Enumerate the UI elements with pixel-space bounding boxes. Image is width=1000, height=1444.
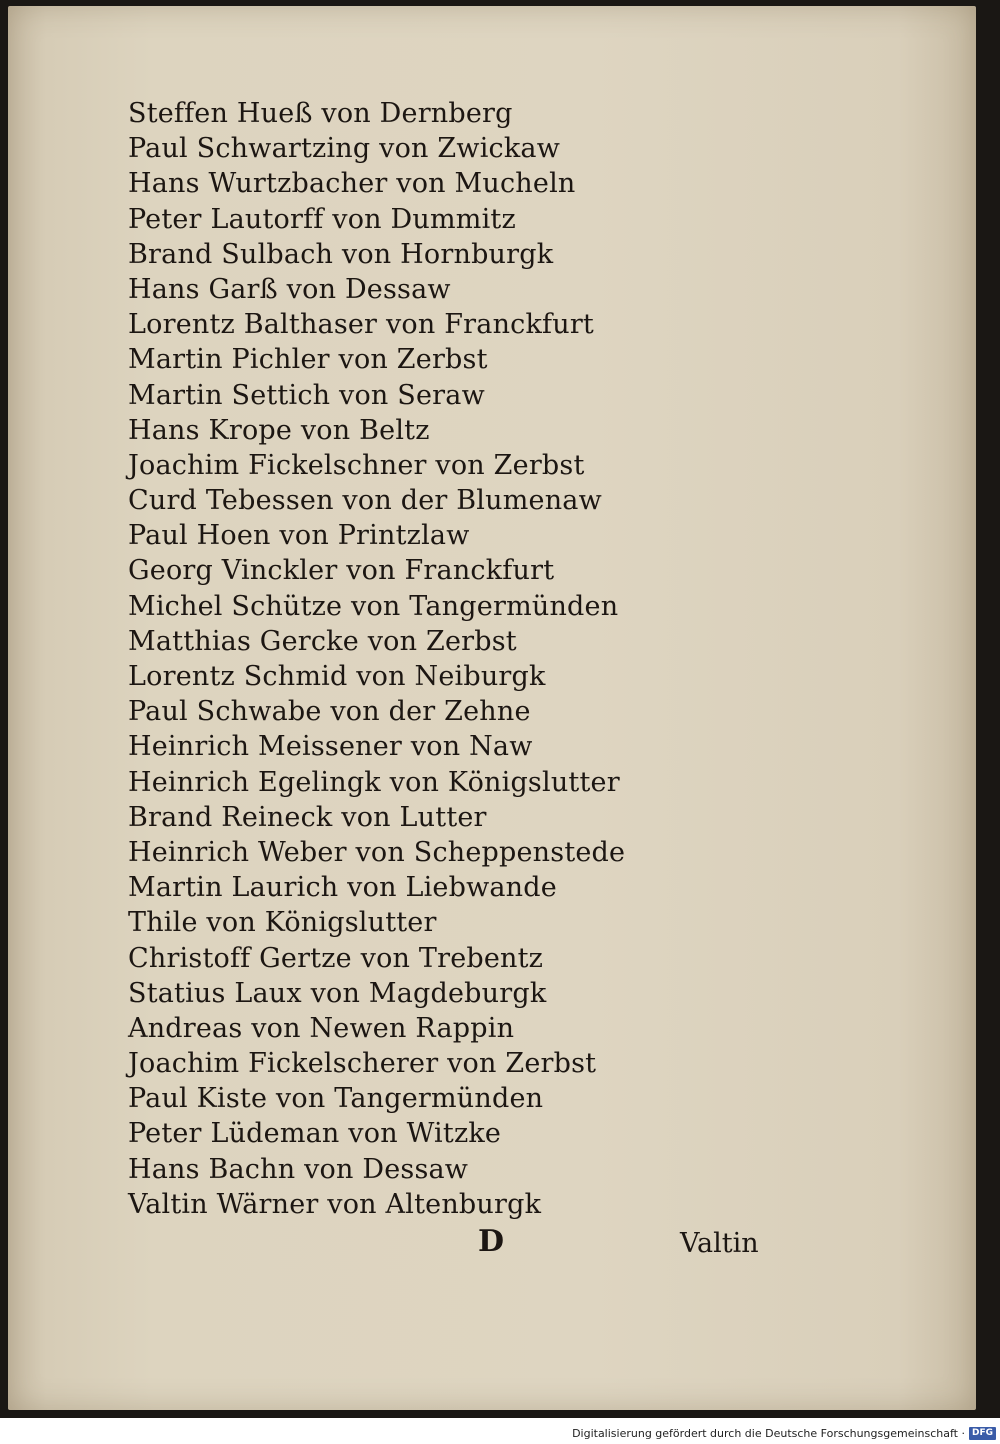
name-entry: Lorentz Schmid von Neiburgk bbox=[128, 661, 546, 692]
name-entry: Martin Laurich von Liebwande bbox=[128, 872, 557, 904]
name-entry: Matthias Gercke von Zerbst bbox=[128, 625, 517, 657]
footer-credit-text: Digitalisierung gefördert durch die Deutsche Forschungsgemeinschaft · bbox=[572, 1426, 965, 1440]
signature-mark: D bbox=[478, 1224, 505, 1259]
name-entry: Paul Schwabe von der Zehne bbox=[128, 696, 531, 728]
name-entry: Peter Lüdeman von Witzke bbox=[128, 1118, 502, 1150]
catchword: Valtin bbox=[680, 1228, 759, 1259]
name-list bbox=[128, 96, 625, 1222]
name-entry: Joachim Fickelscherer von Zerbst bbox=[128, 1048, 597, 1080]
name-entry: Christoff Gertze von Trebentz bbox=[128, 942, 544, 974]
name-entry: Martin Pichler von Zerbst bbox=[128, 344, 488, 376]
name-entry: Heinrich Meissener von Naw bbox=[128, 731, 533, 763]
name-entry: Hans Wurtzbacher von Mucheln bbox=[128, 168, 576, 200]
name-entry: Steffen Hueß von Dernberg bbox=[128, 98, 513, 129]
dfg-logo-icon[interactable]: DFG bbox=[969, 1427, 996, 1440]
name-entry: Hans Garß von Dessaw bbox=[128, 273, 451, 305]
name-entry: Curd Tebessen von der Blumenaw bbox=[128, 485, 602, 517]
name-entry: Thile von Königslutter bbox=[128, 907, 437, 939]
name-entry: Heinrich Weber von Scheppenstede bbox=[128, 836, 626, 868]
name-entry: Paul Kiste von Tangermünden bbox=[128, 1083, 544, 1115]
name-entry: Statius Laux von Magdeburgk bbox=[128, 977, 547, 1009]
name-entry: Brand Sulbach von Hornburgk bbox=[128, 238, 554, 270]
name-entry: Andreas von Newen Rappin bbox=[128, 1012, 515, 1044]
name-entry: Lorentz Balthaser von Franckfurt bbox=[128, 309, 594, 341]
name-entry: Brand Reineck von Lutter bbox=[128, 801, 487, 833]
name-entry: Georg Vinckler von Franckfurt bbox=[128, 555, 555, 587]
name-entry: Heinrich Egelingk von Königslutter bbox=[128, 766, 620, 798]
name-entry: Paul Hoen von Printzlaw bbox=[128, 520, 470, 552]
name-entry: Martin Settich von Seraw bbox=[128, 379, 485, 411]
name-entry: Valtin Wärner von Altenburgk bbox=[128, 1188, 542, 1220]
book-page bbox=[8, 6, 976, 1410]
digitization-footer bbox=[572, 1425, 996, 1441]
name-entry: Paul Schwartzing von Zwickaw bbox=[128, 133, 561, 165]
name-entry: Hans Krope von Beltz bbox=[128, 414, 430, 446]
name-entry: Hans Bachn von Dessaw bbox=[128, 1153, 469, 1185]
name-entry: Joachim Fickelschner von Zerbst bbox=[128, 449, 585, 481]
name-entry: Peter Lautorff von Dummitz bbox=[128, 203, 516, 235]
name-entry: Michel Schütze von Tangermünden bbox=[128, 590, 619, 622]
